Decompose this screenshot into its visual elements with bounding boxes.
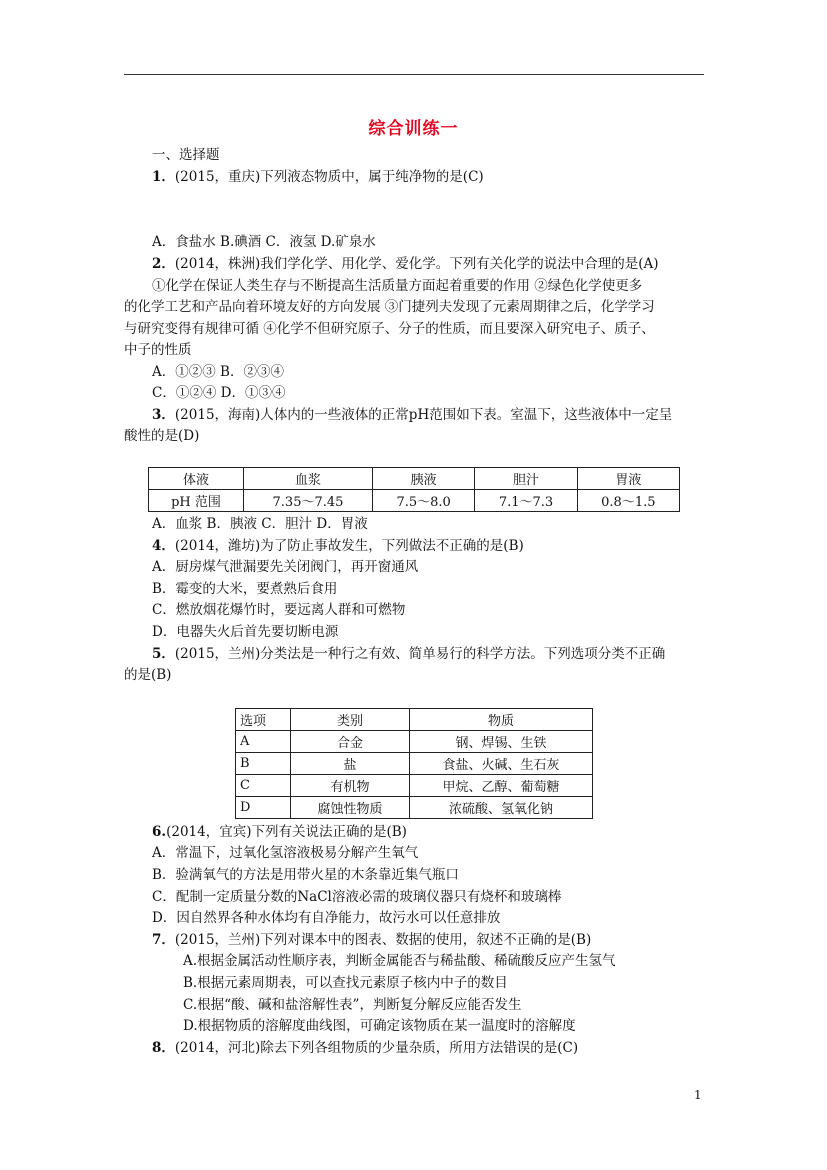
question-5	[152, 644, 665, 664]
question-text: (2015，重庆)下列液态物质中，属于纯净物的是(C)	[174, 169, 484, 185]
table-cell: 类别	[291, 709, 410, 731]
question-number: 5．	[152, 646, 175, 662]
question-text: (2014，潍坊)为了防止事故发生，下列做法不正确的是(B)	[174, 538, 524, 554]
table-row	[236, 753, 593, 775]
table-cell: 胆汁	[475, 468, 577, 490]
q7-option-b: B.根据元素周期表，可以查找元素原子核内中子的数目	[183, 975, 508, 991]
q7-option-c: C.根据“酸、碱和盐溶解性表”，判断复分解反应能否发生	[183, 997, 522, 1013]
question-number: 1．	[152, 169, 175, 185]
table-cell: 钢、焊锡、生铁	[410, 731, 593, 753]
table-cell: B	[236, 753, 291, 775]
page-number: 1	[694, 1088, 702, 1102]
table-cell: A	[236, 731, 291, 753]
table-cell: 腐蚀性物质	[291, 797, 410, 819]
table-cell: C	[236, 775, 291, 797]
table-cell: 7.5～8.0	[373, 490, 475, 512]
q3-line-2: 酸性的是(D)	[124, 428, 200, 444]
table-cell: 血浆	[243, 468, 372, 490]
table-cell: 盐	[291, 753, 410, 775]
q2-options-ab: A．①②③ B．②③④	[152, 364, 284, 380]
ph-range-table	[148, 467, 680, 512]
question-number: 4．	[152, 538, 175, 554]
question-2	[152, 254, 659, 274]
q2-line-1: ①化学在保证人类生存与不断提高生活质量方面起着重要的作用 ②绿色化学使更多	[152, 278, 643, 294]
table-cell: 胰液	[373, 468, 475, 490]
question-3	[152, 405, 672, 425]
table-cell: 胃液	[577, 468, 679, 490]
q2-options-cd: C．①②④ D．①③④	[152, 385, 286, 401]
question-7	[152, 930, 591, 950]
table-cell: 有机物	[291, 775, 410, 797]
q6-option-d: D．因自然界各种水体均有自净能力，故污水可以任意排放	[152, 910, 501, 926]
q6-option-a: A．常温下，过氧化氢溶液极易分解产生氧气	[152, 845, 419, 861]
question-4	[152, 536, 524, 556]
header-rule	[124, 74, 704, 75]
table-cell: 7.35～7.45	[243, 490, 372, 512]
question-number: 6.	[152, 824, 167, 840]
q2-line-2: 的化学工艺和产品向着环境友好的方向发展 ③门捷列夫发现了元素周期律之后，化学学习	[124, 299, 655, 315]
table-row	[236, 775, 593, 797]
page-title: 综合训练一	[368, 119, 459, 139]
table-cell: 0.8～1.5	[577, 490, 679, 512]
table-cell: 体液	[149, 468, 244, 490]
q3-options: A．血浆 B．胰液 C．胆汁 D．胃液	[152, 516, 368, 532]
q1-options: A．食盐水 B.碘酒 C．液氢 D.矿泉水	[152, 234, 376, 250]
q4-option-d: D．电器失火后首先要切断电源	[152, 624, 339, 640]
question-text: (2015，兰州)下列对课本中的图表、数据的使用，叙述不正确的是(B)	[174, 932, 592, 948]
q4-option-a: A．厨房煤气泄漏要先关闭阀门，再开窗通风	[152, 559, 419, 575]
table-cell: D	[236, 797, 291, 819]
question-1	[152, 167, 484, 187]
q6-option-c: C．配制一定质量分数的NaCl溶液必需的玻璃仪器只有烧杯和玻璃棒	[152, 889, 562, 905]
q4-option-b: B．霉变的大米，要煮熟后食用	[152, 581, 338, 597]
q2-line-4: 中子的性质	[124, 342, 192, 358]
table-cell: 选项	[236, 709, 291, 731]
q5-line-2: 的是(B)	[124, 667, 172, 683]
question-number: 3．	[152, 407, 175, 423]
table-cell: 7.1～7.3	[475, 490, 577, 512]
question-number: 7．	[152, 932, 175, 948]
table-cell: pH 范围	[149, 490, 244, 512]
table-row	[236, 731, 593, 753]
table-cell: 食盐、火碱、生石灰	[410, 753, 593, 775]
classification-table	[235, 708, 593, 819]
table-cell: 物质	[410, 709, 593, 731]
table-row	[236, 709, 593, 731]
table-row	[149, 490, 680, 512]
question-text: (2014，河北)除去下列各组物质的少量杂质，所用方法错误的是(C)	[174, 1040, 579, 1056]
table-cell: 合金	[291, 731, 410, 753]
q7-option-d: D.根据物质的溶解度曲线图，可确定该物质在某一温度时的溶解度	[183, 1018, 576, 1034]
question-number: 2．	[152, 256, 175, 272]
question-text: (2014，株洲)我们学化学、用化学、爱化学。下列有关化学的说法中合理的是(A)	[174, 256, 659, 272]
q4-option-c: C．燃放烟花爆竹时，要远离人群和可燃物	[152, 602, 406, 618]
table-cell: 浓硫酸、氢氧化钠	[410, 797, 593, 819]
question-text: (2015，兰州)分类法是一种行之有效、简单易行的科学方法。下列选项分类不正确	[174, 646, 666, 662]
question-text: (2015，海南)人体内的一些液体的正常pH范围如下表。室温下，这些液体中一定呈	[174, 407, 673, 423]
question-6	[152, 822, 407, 842]
q7-option-a: A.根据金属活动性顺序表，判断金属能否与稀盐酸、稀硫酸反应产生氢气	[183, 953, 616, 969]
question-number: 8．	[152, 1040, 175, 1056]
section-heading: 一、选择题	[152, 147, 220, 163]
question-8	[152, 1038, 578, 1058]
table-row	[236, 797, 593, 819]
table-row	[149, 468, 680, 490]
question-text: (2014，宜宾)下列有关说法正确的是(B)	[166, 824, 407, 840]
table-cell: 甲烷、乙醇、葡萄糖	[410, 775, 593, 797]
q6-option-b: B．验满氧气的方法是用带火星的木条靠近集气瓶口	[152, 867, 459, 883]
q2-line-3: 与研究变得有规律可循 ④化学不但研究原子、分子的性质，而且要深入研究电子、质子、	[124, 321, 655, 337]
